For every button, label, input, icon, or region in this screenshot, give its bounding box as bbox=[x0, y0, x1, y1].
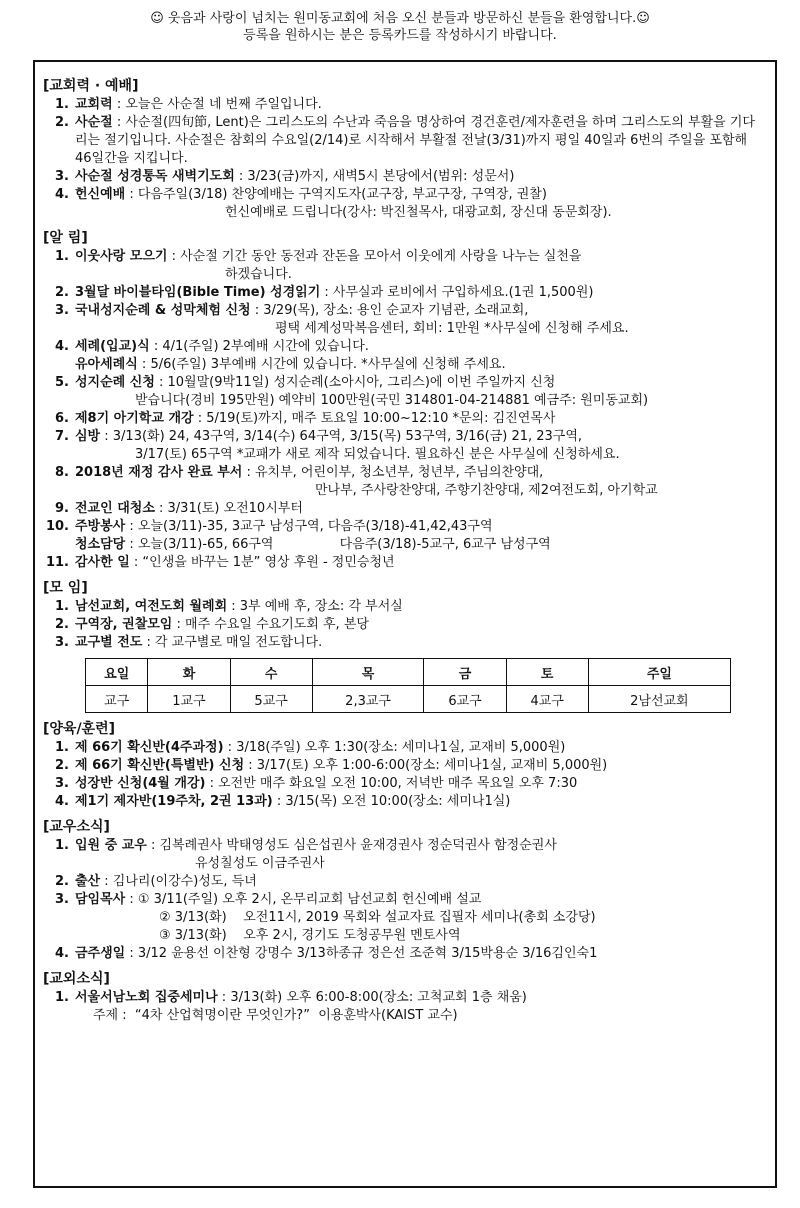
item-number: 2. bbox=[55, 285, 69, 300]
item-text: : 3/31(토) 오전10시부터 bbox=[154, 501, 303, 516]
bulletin-frame bbox=[33, 60, 777, 1188]
item-label: 3월달 바이블타임(Bible Time) 성경읽기 bbox=[75, 285, 321, 300]
list-item bbox=[43, 837, 767, 873]
item-text: : 사무실과 로비에서 구입하세요.(1권 1,500원) bbox=[320, 285, 594, 300]
item-text: : 5/6(주일) 3부예배 시간에 있습니다. *사무실에 신청해 주세요. bbox=[137, 357, 506, 372]
item-text: : 사순절 기간 동안 동전과 잔돈을 모아서 이웃에게 사랑을 나누는 실천을 bbox=[167, 249, 582, 264]
item-label: 교회력 bbox=[75, 97, 113, 112]
item-continuation: 받습니다(경비 195만원) 예약비 100만원(국민 314801-04-214881 예금주: 원미동교회) bbox=[135, 393, 649, 408]
item-label: 서울서남노회 집중세미나 bbox=[75, 990, 218, 1005]
item-label: 성장반 신청(4월 개강) bbox=[75, 776, 206, 791]
item-label: 감사한 일 bbox=[75, 555, 130, 570]
welcome-line-2: 등록을 원하시는 분은 등록카드를 작성하시기 바랍니다. bbox=[243, 28, 557, 43]
list-item bbox=[43, 739, 767, 757]
evangelism-schedule-table bbox=[85, 658, 731, 713]
list-item bbox=[43, 428, 767, 464]
item-number: 4. bbox=[55, 946, 69, 961]
item-label: 심방 bbox=[75, 429, 101, 444]
item-label: 제 66기 확신반(특별반) 신청 bbox=[75, 758, 245, 773]
list-item bbox=[43, 793, 767, 811]
table-header-cell: 주일 bbox=[588, 659, 730, 686]
list-item bbox=[43, 410, 767, 428]
item-text: : 사순절(四旬節, Lent)은 그리스도의 수난과 죽음을 명상하여 경건훈련/제자훈련을 하며 그리스도의 부활을 기다리는 절기입니다. 사순절은 참회의 수요일(2/14)로 시작해서 부활절 전날(3/31)까지 평일 40일과 6번의 주일을 포함해 46일간을 지킵니다. bbox=[75, 115, 755, 166]
item-continuation: 3/17(토) 65구역 *교패가 새로 제작 되었습니다. 필요하신 분은 사무실에 신청하세요. bbox=[135, 447, 620, 462]
item-label: 구역장, 권찰모임 bbox=[75, 617, 173, 632]
item-text: : 3/13(화) 24, 43구역, 3/14(수) 64구역, 3/15(목) 53구역, 3/16(금) 21, 23구역, bbox=[100, 429, 583, 444]
item-label: 출산 bbox=[75, 874, 101, 889]
item-text: : ① 3/11(주일) 오후 2시, 온무리교회 남선교회 헌신예배 설교 bbox=[125, 892, 482, 907]
item-text: : 오늘(3/11)-65, 66구역 다음주(3/18)-5교구, 6교구 남성구역 bbox=[125, 537, 551, 552]
table-header-cell: 화 bbox=[148, 659, 230, 686]
list-item bbox=[43, 374, 767, 410]
table-row bbox=[86, 686, 731, 713]
table-cell: 5교구 bbox=[230, 686, 312, 713]
item-label: 사순절 bbox=[75, 115, 113, 130]
item-number bbox=[43, 536, 75, 554]
list-item bbox=[43, 775, 767, 793]
item-text: : 3/29(목), 장소: 용인 순교자 기념관, 소래교회, bbox=[250, 303, 529, 318]
list-item bbox=[43, 338, 767, 356]
item-label: 유아세례식 bbox=[75, 357, 138, 372]
list-item bbox=[43, 873, 767, 891]
list-item bbox=[43, 302, 767, 338]
table-header-row bbox=[86, 659, 731, 686]
list-item bbox=[43, 500, 767, 518]
item-number: 1. bbox=[55, 97, 69, 112]
item-number: 2. bbox=[55, 758, 69, 773]
item-number: 2. bbox=[55, 115, 69, 130]
table-cell: 1교구 bbox=[148, 686, 230, 713]
list-item bbox=[43, 168, 767, 186]
item-label: 담임목사 bbox=[75, 892, 126, 907]
list-item bbox=[43, 554, 767, 572]
list-item bbox=[43, 114, 767, 168]
list-item bbox=[43, 186, 767, 222]
table-header-cell: 요일 bbox=[86, 659, 148, 686]
item-text: : 10월말(9박11일) 성지순례(소아시아, 그리스)에 이번 주일까지 신청 bbox=[154, 375, 556, 390]
item-text: : 각 교구별로 매일 전도합니다. bbox=[142, 635, 323, 650]
list-item bbox=[43, 536, 767, 554]
list-item bbox=[43, 757, 767, 775]
list-item bbox=[43, 634, 767, 652]
table-cell: 2남선교회 bbox=[588, 686, 730, 713]
item-number: 4. bbox=[55, 187, 69, 202]
table-header-cell: 토 bbox=[506, 659, 588, 686]
item-number: 1. bbox=[55, 990, 69, 1005]
item-text: : 다음주일(3/18) 찬양예배는 구역지도자(교구장, 부교구장, 구역장, 권찰) bbox=[125, 187, 547, 202]
item-continuation: 평택 세계성막복음센터, 회비: 1만원 *사무실에 신청해 주세요. bbox=[275, 321, 629, 336]
item-text: : 3/18(주일) 오후 1:30(장소: 세미나1실, 교재비 5,000원) bbox=[223, 740, 566, 755]
item-number: 6. bbox=[55, 411, 69, 426]
item-continuation: 헌신예배로 드립니다(강사: 박진철목사, 대광교회, 장신대 동문회장). bbox=[225, 205, 612, 220]
item-label: 이웃사랑 모으기 bbox=[75, 249, 168, 264]
item-label: 교구별 전도 bbox=[75, 635, 143, 650]
item-number: 10. bbox=[45, 519, 69, 534]
item-number: 2. bbox=[55, 617, 69, 632]
item-text: : 3/13(화) 오후 6:00-8:00(장소: 고척교회 1층 채움) bbox=[217, 990, 527, 1005]
item-number: 9. bbox=[55, 501, 69, 516]
list-item bbox=[43, 284, 767, 302]
item-number: 3. bbox=[55, 635, 69, 650]
item-label: 제8기 아기학교 개강 bbox=[75, 411, 194, 426]
bulletin-content bbox=[43, 76, 767, 1025]
table-header-cell: 금 bbox=[424, 659, 506, 686]
item-number: 5. bbox=[55, 375, 69, 390]
item-text: : 3부 예배 후, 장소: 각 부서실 bbox=[227, 599, 403, 614]
item-text: : 3/17(토) 오후 1:00-6:00(장소: 세미나1실, 교재비 5,000원) bbox=[244, 758, 608, 773]
item-number: 4. bbox=[55, 339, 69, 354]
section-title-training: [양육/훈련] bbox=[43, 721, 116, 737]
item-text: : 5/19(토)까지, 매주 토요일 10:00~12:10 *문의: 김진연목사 bbox=[193, 411, 556, 426]
table-cell: 교구 bbox=[86, 686, 148, 713]
item-text: : 김복례권사 박태영성도 심은섭권사 윤재경권사 정순덕권사 함정순권사 bbox=[146, 838, 557, 853]
list-item bbox=[43, 356, 767, 374]
welcome-line-1: ☺ 웃음과 사랑이 넘치는 원미동교회에 처음 오신 분들과 방문하신 분들을 환영합니다.☺ bbox=[150, 11, 650, 26]
item-text: : 3/23(금)까지, 새벽5시 본당에서(범위: 성문서) bbox=[234, 169, 515, 184]
table-header-cell: 목 bbox=[312, 659, 424, 686]
item-number: 3. bbox=[55, 892, 69, 907]
list-item bbox=[43, 464, 767, 500]
item-label: 사순절 성경통독 새벽기도회 bbox=[75, 169, 235, 184]
list-item bbox=[43, 891, 767, 945]
item-continuation: ③ 3/13(화) 오후 2시, 경기도 도청공무원 멘토사역 bbox=[159, 928, 461, 943]
item-label: 2018년 재정 감사 완료 부서 bbox=[75, 465, 243, 480]
section-title-external: [교외소식] bbox=[43, 971, 110, 987]
item-text: : 유치부, 어린이부, 청소년부, 청년부, 주님의찬양대, bbox=[242, 465, 544, 480]
item-continuation: 유성칠성도 이금주권사 bbox=[195, 856, 325, 871]
section-title-meeting: [모 임] bbox=[43, 580, 88, 596]
item-number: 4. bbox=[55, 794, 69, 809]
section-title-notice: [알 림] bbox=[43, 230, 88, 246]
item-continuation: ② 3/13(화) 오전11시, 2019 목회와 설교자료 집필자 세미나(총회 소강당) bbox=[159, 910, 596, 925]
item-label: 청소담당 bbox=[75, 537, 126, 552]
item-text: : 오늘(3/11)-35, 3교구 남성구역, 다음주(3/18)-41,42,43구역 bbox=[125, 519, 493, 534]
item-label: 제 66기 확신반(4주과정) bbox=[75, 740, 224, 755]
table-cell: 2,3교구 bbox=[312, 686, 424, 713]
item-number: 1. bbox=[55, 599, 69, 614]
list-item bbox=[43, 598, 767, 616]
item-label: 세례(입교)식 bbox=[75, 339, 150, 354]
item-number: 1. bbox=[55, 740, 69, 755]
item-number: 1. bbox=[55, 249, 69, 264]
item-number: 3. bbox=[55, 776, 69, 791]
table-header-cell: 수 bbox=[230, 659, 312, 686]
item-number bbox=[43, 356, 75, 374]
item-text: : 3/15(목) 오전 10:00(장소: 세미나1실) bbox=[272, 794, 511, 809]
item-label: 금주생일 bbox=[75, 946, 126, 961]
welcome-banner bbox=[0, 10, 800, 44]
list-item bbox=[43, 518, 767, 536]
item-text: : 김나리(이강수)성도, 득녀 bbox=[100, 874, 257, 889]
item-label: 성지순례 신청 bbox=[75, 375, 155, 390]
item-text: : 매주 수요일 수요기도회 후, 본당 bbox=[172, 617, 369, 632]
item-continuation: 주제 : “4차 산업혁명이란 무엇인가?” 이용훈박사(KAIST 교수) bbox=[93, 1008, 458, 1023]
item-text: : “인생을 바꾸는 1분” 영상 후원 - 정민승청년 bbox=[129, 555, 395, 570]
item-number: 2. bbox=[55, 874, 69, 889]
item-number: 1. bbox=[55, 838, 69, 853]
section-title-members: [교우소식] bbox=[43, 819, 110, 835]
list-item bbox=[43, 96, 767, 114]
list-item bbox=[43, 945, 767, 963]
item-text: : 4/1(주일) 2부예배 시간에 있습니다. bbox=[149, 339, 369, 354]
item-number: 8. bbox=[55, 465, 69, 480]
item-continuation: 하겠습니다. bbox=[225, 267, 292, 282]
item-label: 입원 중 교우 bbox=[75, 838, 147, 853]
item-text: : 오전반 매주 화요일 오전 10:00, 저녁반 매주 목요일 오후 7:30 bbox=[205, 776, 578, 791]
table-cell: 6교구 bbox=[424, 686, 506, 713]
item-label: 헌신예배 bbox=[75, 187, 126, 202]
list-item bbox=[43, 616, 767, 634]
item-number: 3. bbox=[55, 303, 69, 318]
item-label: 제1기 제자반(19주차, 2권 13과) bbox=[75, 794, 273, 809]
list-item bbox=[43, 248, 767, 284]
item-label: 전교인 대청소 bbox=[75, 501, 155, 516]
item-number: 3. bbox=[55, 169, 69, 184]
item-label: 주방봉사 bbox=[75, 519, 126, 534]
item-number: 7. bbox=[55, 429, 69, 444]
item-label: 남선교회, 여전도회 월례회 bbox=[75, 599, 228, 614]
item-continuation: 만나부, 주사랑찬양대, 주향기찬양대, 제2여전도회, 아기학교 bbox=[315, 483, 658, 498]
section-title-worship: [교회력 · 예배] bbox=[43, 78, 139, 94]
list-item bbox=[43, 989, 767, 1025]
table-cell: 4교구 bbox=[506, 686, 588, 713]
item-text: : 오늘은 사순절 네 번째 주일입니다. bbox=[112, 97, 322, 112]
item-number: 11. bbox=[45, 555, 69, 570]
item-text: : 3/12 윤용선 이찬형 강명수 3/13하종규 정은선 조준혁 3/15박용순 3/16김인숙1 bbox=[125, 946, 598, 961]
item-label: 국내성지순례 & 성막체험 신청 bbox=[75, 303, 251, 318]
